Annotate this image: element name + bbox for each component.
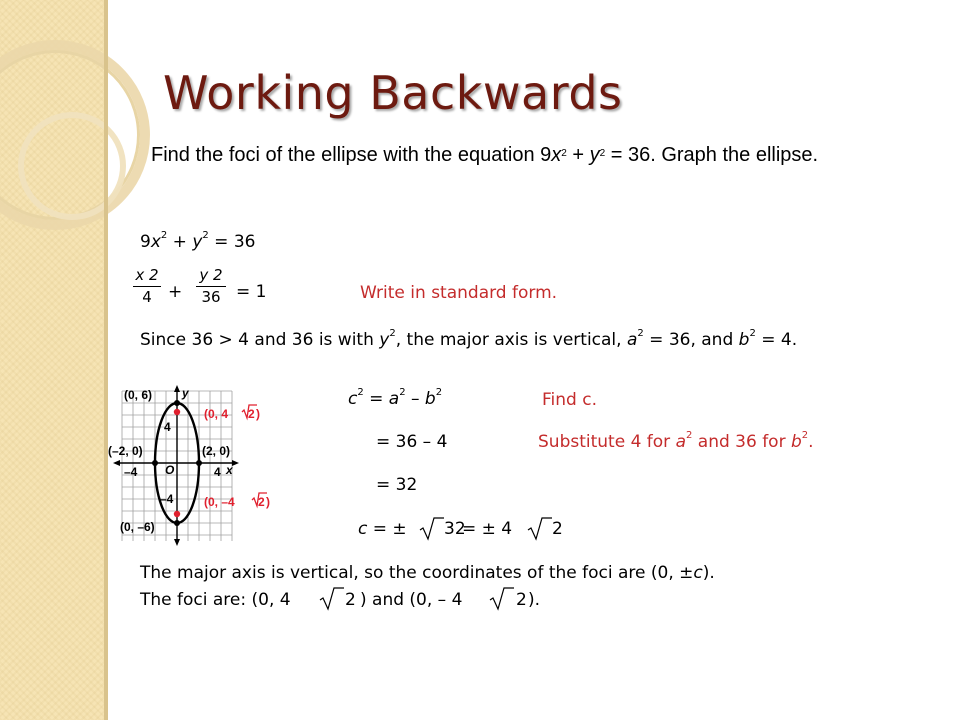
covertex-point-left	[152, 460, 158, 466]
radicand-2: 2	[516, 590, 527, 610]
fraction-x	[133, 266, 161, 306]
label-y-neg4: –4	[160, 492, 174, 506]
var-y: y	[192, 232, 203, 252]
calc-line-2: = 36 – 4	[376, 432, 448, 452]
fraction-bar	[196, 286, 226, 287]
calc-line-3: = 32	[376, 475, 418, 495]
var-b: b	[790, 432, 802, 452]
conclusion-line-2b: ) and (0, – 4	[360, 590, 463, 610]
focus-point-top	[174, 409, 180, 415]
exponent: 2	[801, 430, 809, 441]
exponent: 2	[160, 230, 168, 241]
exponent: 2	[435, 387, 443, 398]
fraction-y	[196, 266, 226, 306]
reasoning-text: = 4.	[755, 330, 798, 350]
problem-text-end: = 36. Graph the ellipse.	[605, 144, 819, 166]
y-axis-arrow-down-icon	[174, 539, 180, 546]
label-focus-top: (0, 4	[204, 407, 229, 421]
vertex-point-top	[174, 400, 180, 406]
equation-step-1	[140, 232, 255, 252]
plus-sign: +	[566, 144, 590, 166]
var-a: a	[626, 330, 638, 350]
radical-sign-icon	[318, 585, 344, 611]
plus-sign: +	[167, 232, 193, 252]
exponent: 2	[389, 328, 396, 339]
note-text: .	[808, 432, 814, 452]
label-focus-bottom: (0, –4	[204, 495, 235, 509]
covertex-point-right	[196, 460, 202, 466]
label-focus-bottom-end: )	[266, 495, 270, 509]
fraction-numerator: y 2	[199, 266, 223, 284]
plus-minus: = ±	[367, 519, 407, 539]
fraction-numerator: x 2	[135, 266, 159, 284]
vertex-point-bottom	[174, 520, 180, 526]
conclusion-text: The major axis is vertical, so the coordinates of the foci are (0, ±	[140, 563, 694, 583]
sidebar-divider	[104, 0, 108, 720]
calc-line-1	[348, 389, 442, 409]
note-standard-form: Write in standard form.	[360, 283, 558, 303]
label-x-neg4: –4	[124, 465, 138, 479]
var-a: a	[675, 432, 686, 452]
label-focus-bottom-rad: 2	[258, 495, 265, 509]
var-b: b	[424, 389, 436, 409]
var-a: a	[388, 389, 400, 409]
equals-one: = 1	[236, 282, 267, 302]
var-y: y	[379, 330, 390, 350]
label-covertex-left: (–2, 0)	[108, 444, 143, 458]
focus-point-bottom	[174, 511, 180, 517]
label-y-4: 4	[164, 420, 171, 434]
radical-sign-icon	[488, 585, 514, 611]
note-substitute	[538, 432, 814, 452]
y-axis-arrow-icon	[174, 385, 180, 392]
x-axis-arrow-left-icon	[113, 460, 120, 466]
equals: =	[363, 389, 389, 409]
note-text: and 36 for	[692, 432, 791, 452]
minus: –	[405, 389, 425, 409]
fraction-bar	[133, 286, 161, 287]
fraction-denominator: 36	[201, 288, 221, 306]
exponent: 2	[637, 328, 644, 339]
radicand-32: 32	[444, 519, 466, 539]
reasoning-text: Since 36 > 4 and 36 is with	[140, 330, 380, 350]
exponent: 2	[202, 230, 209, 241]
exponent: 2	[399, 387, 406, 398]
problem-statement	[151, 140, 891, 171]
slide-title: Working Backwards	[163, 66, 623, 120]
x-axis-arrow-icon	[232, 460, 239, 466]
label-vertex-bottom: (0, –6)	[120, 520, 155, 534]
label-covertex-right: (2, 0)	[202, 444, 231, 458]
exponent: 2	[749, 328, 756, 339]
exponent: 2	[599, 148, 606, 159]
ellipse-graph	[108, 385, 296, 547]
equals-value: = 36	[208, 232, 256, 252]
radical-sign-icon	[418, 515, 444, 541]
note-find-c: Find c.	[542, 390, 597, 410]
radical-sign-icon	[526, 515, 552, 541]
label-y-axis: y	[182, 386, 189, 400]
label-x-4: 4	[214, 465, 221, 479]
plus-sign: +	[168, 282, 183, 302]
sidebar-decoration	[0, 0, 104, 720]
calc-line-4-c	[358, 519, 407, 539]
reasoning-text: = 36, and	[643, 330, 739, 350]
calc-line-4-mid: = ± 4	[462, 519, 513, 539]
reasoning-text: , the major axis is vertical,	[395, 330, 627, 350]
conclusion-text: ).	[702, 563, 715, 583]
problem-text: Find the foci of the ellipse with the equation 9	[151, 144, 552, 166]
coefficient: 9	[140, 232, 151, 252]
var-x: x	[551, 144, 562, 166]
label-origin: O	[165, 463, 175, 477]
conclusion-line-2a: The foci are: (0, 4	[140, 590, 291, 610]
var-c: c	[358, 519, 368, 539]
note-text: Substitute 4 for	[538, 432, 676, 452]
decorative-ring-icon	[18, 112, 126, 220]
var-x: x	[150, 232, 161, 252]
radicand-2: 2	[345, 590, 356, 610]
label-vertex-top: (0, 6)	[124, 388, 153, 402]
label-x-axis: x	[226, 463, 233, 477]
conclusion-line-2c: ).	[528, 590, 541, 610]
var-y: y	[589, 144, 600, 166]
var-c: c	[348, 389, 358, 409]
radicand-2: 2	[552, 519, 563, 539]
label-focus-top-rad: 2	[248, 407, 255, 421]
var-c: c	[693, 563, 703, 583]
fraction-denominator: 4	[142, 288, 152, 306]
var-b: b	[738, 330, 750, 350]
conclusion-line-1	[140, 563, 715, 583]
major-axis-reasoning	[140, 330, 797, 350]
exponent: 2	[561, 148, 567, 159]
exponent: 2	[357, 387, 364, 398]
exponent: 2	[686, 430, 693, 441]
label-focus-top-end: )	[256, 407, 260, 421]
